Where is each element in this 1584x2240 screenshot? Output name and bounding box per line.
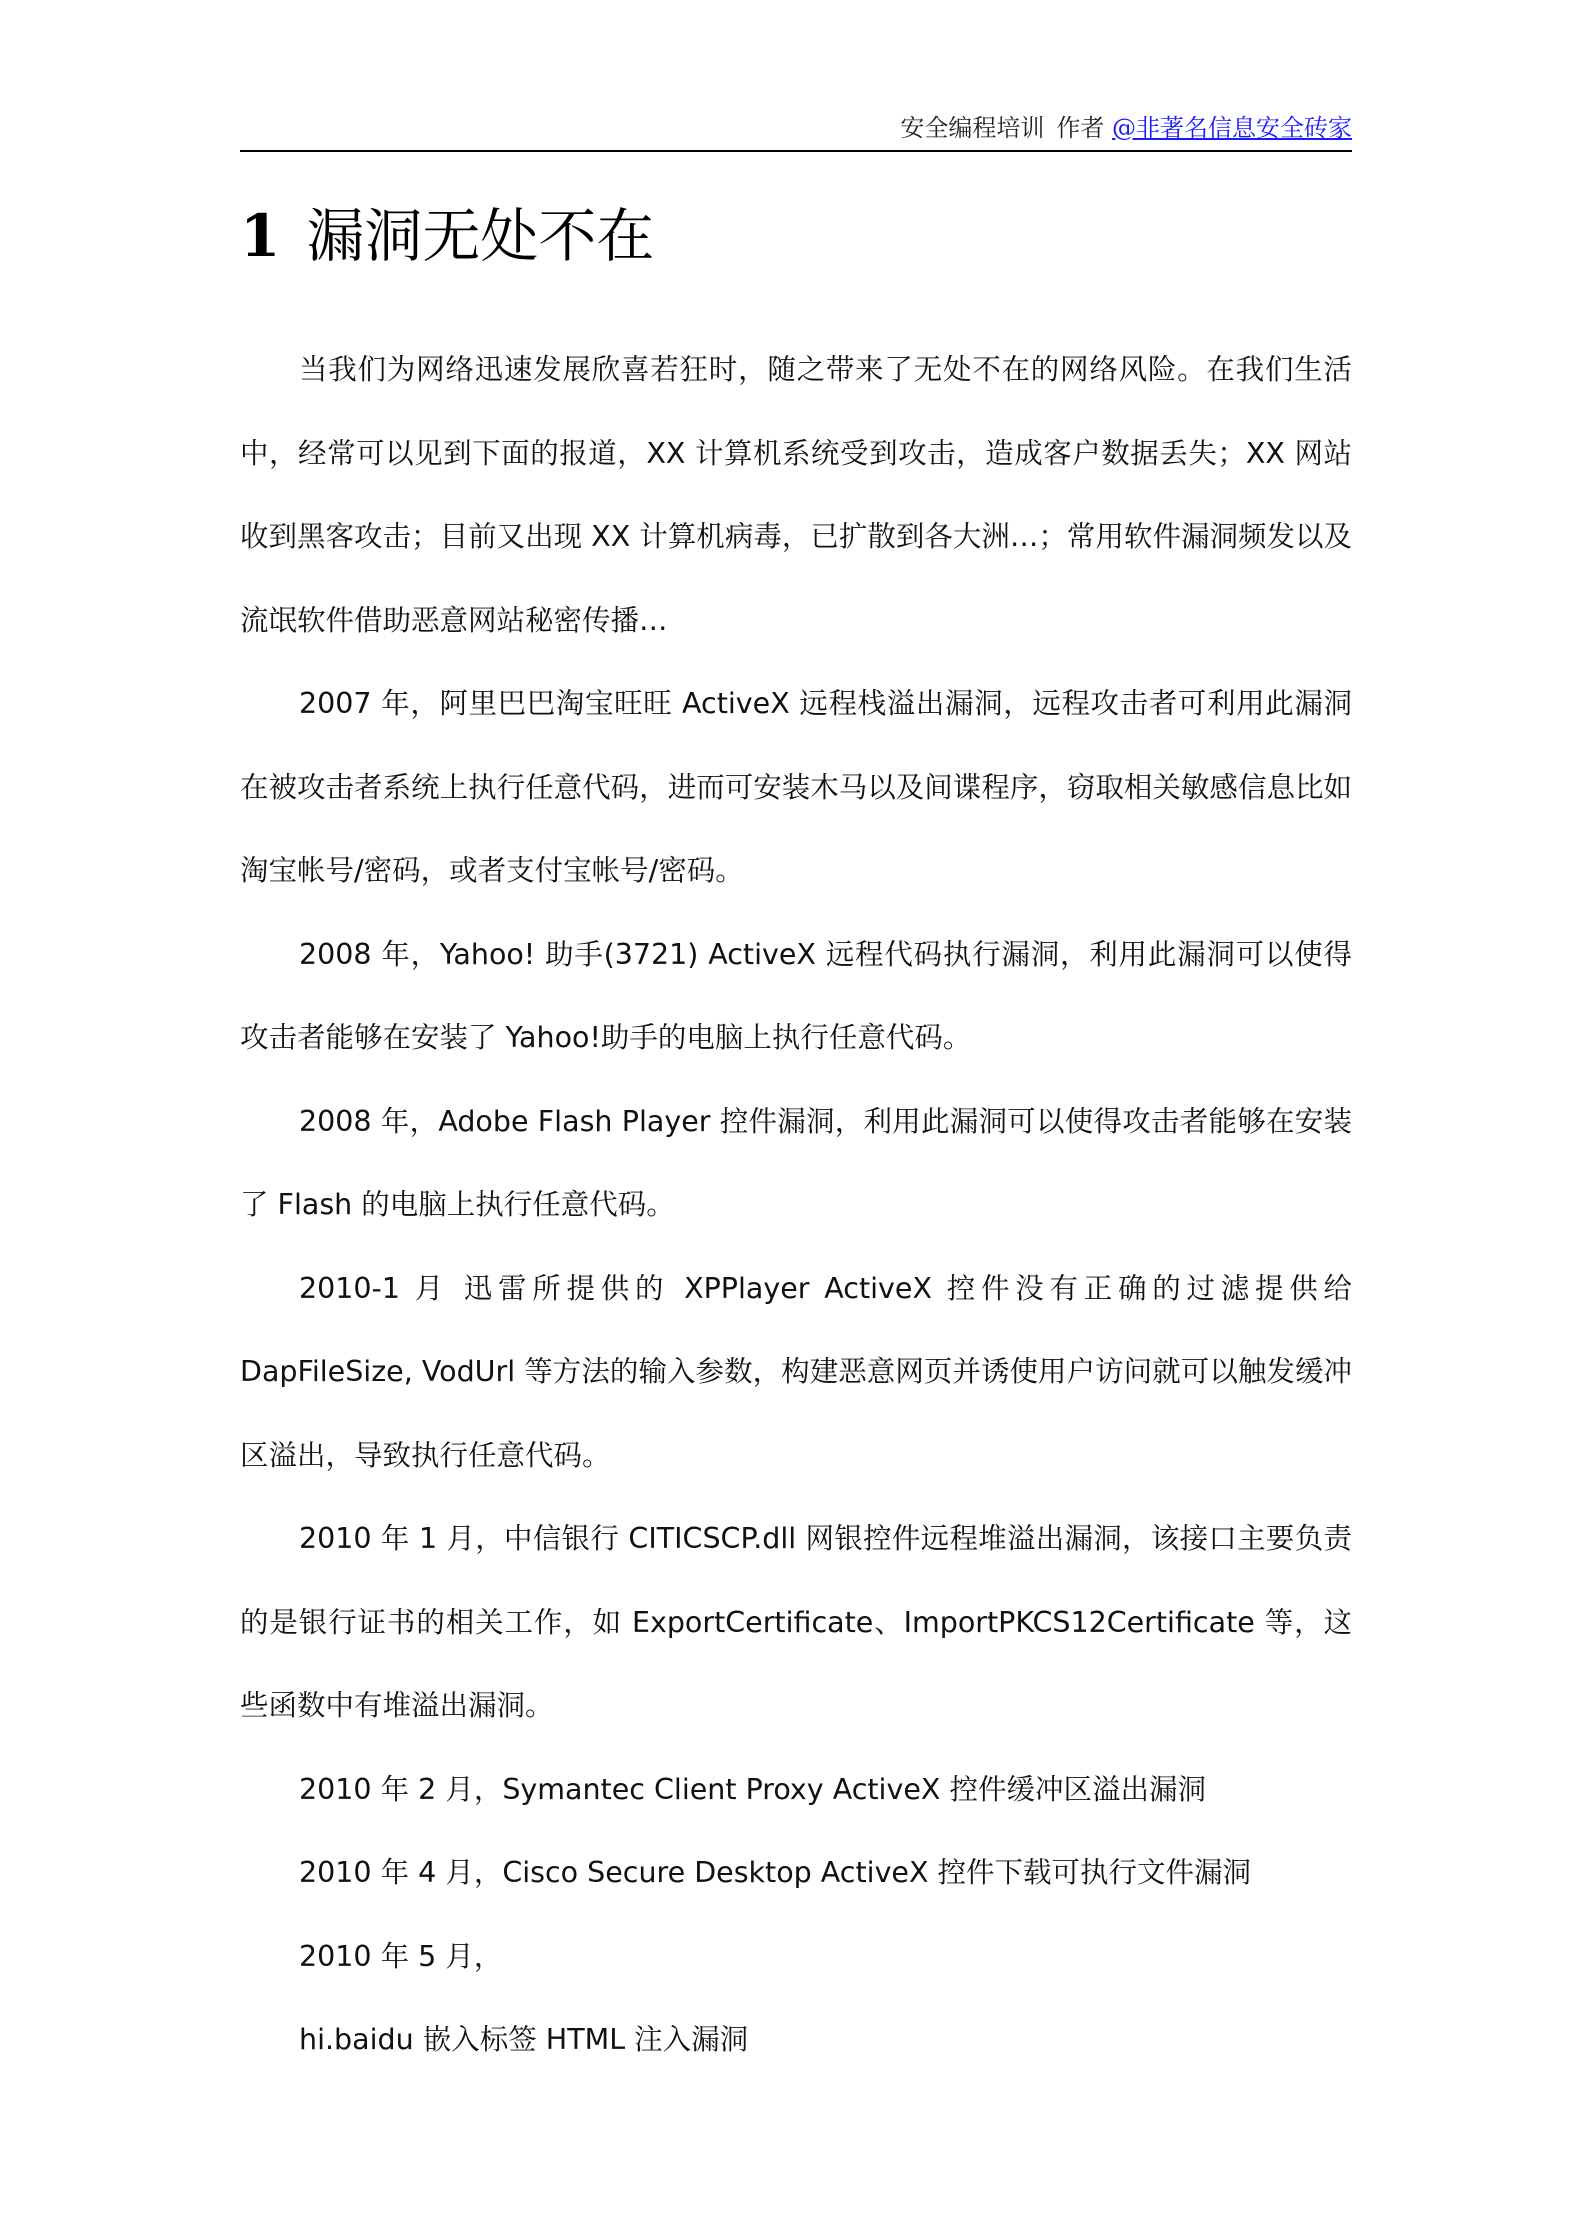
paragraph-2007-taobao: 2007 年，阿里巴巴淘宝旺旺 ActiveX 远程栈溢出漏洞，远程攻击者可利用此漏洞在被攻击者系统上执行任意代码，进而可安装木马以及间谍程序，窃取相关敏感信息比如淘宝帐号/密码，或者支付宝帐号/密码。	[240, 687, 1352, 887]
section-title-text: 漏洞无处不在	[306, 202, 655, 270]
header-course: 安全编程培训	[900, 114, 1045, 142]
paragraph-2010-may: 2010 年 5 月，	[299, 1939, 503, 1973]
paragraph-2008-yahoo: 2008 年，Yahoo! 助手(3721) ActiveX 远程代码执行漏洞，利用此漏洞可以使得攻击者能够在安装了 Yahoo!助手的电脑上执行任意代码。	[240, 937, 1352, 1054]
paragraph-2010-cisco: 2010 年 4 月，Cisco Secure Desktop ActiveX 控件下载可执行文件漏洞	[299, 1856, 1252, 1889]
paragraph-2010-xunlei: 2010-1 月 迅雷所提供的 XPPlayer ActiveX 控件没有正确的过滤提供给 DapFileSize, VodUrl 等方法的输入参数，构建恶意网页并诱使用户访问就可以触发缓冲区溢出，导致执行任意代码。	[240, 1271, 1352, 1472]
paragraph-baidu: hi.baidu 嵌入标签 HTML 注入漏洞	[299, 2023, 749, 2056]
paragraph-2010-symantec: 2010 年 2 月，Symantec Client Proxy ActiveX 控件缓冲区溢出漏洞	[299, 1772, 1206, 1806]
page-header	[240, 108, 1352, 152]
section-number: 1	[240, 202, 281, 270]
header-author-link[interactable]: @非著名信息安全砖家	[1112, 114, 1352, 142]
paragraph-2010-citic: 2010 年 1 月，中信银行 CITICSCP.dll 网银控件远程堆溢出漏洞，该接口主要负责的是银行证书的相关工作，如 ExportCertificate、ImportPKCS12Certificate 等，这些函数中有堆溢出漏洞。	[240, 1522, 1352, 1722]
paragraph-2008-flash: 2008 年，Adobe Flash Player 控件漏洞，利用此漏洞可以使得攻击者能够在安装了 Flash 的电脑上执行任意代码。	[240, 1104, 1352, 1221]
body-text	[240, 328, 1352, 2082]
header-author-label: 作者	[1056, 114, 1105, 142]
section-title	[240, 196, 654, 276]
paragraph-intro: 当我们为网络迅速发展欣喜若狂时，随之带来了无处不在的网络风险。在我们生活中，经常可以见到下面的报道，XX 计算机系统受到攻击，造成客户数据丢失；XX 网站收到黑客攻击；目前又出现 XX 计算机病毒，已扩散到各大洲…；常用软件漏洞频发以及流氓软件借助恶意网站秘密传播…	[240, 353, 1352, 637]
